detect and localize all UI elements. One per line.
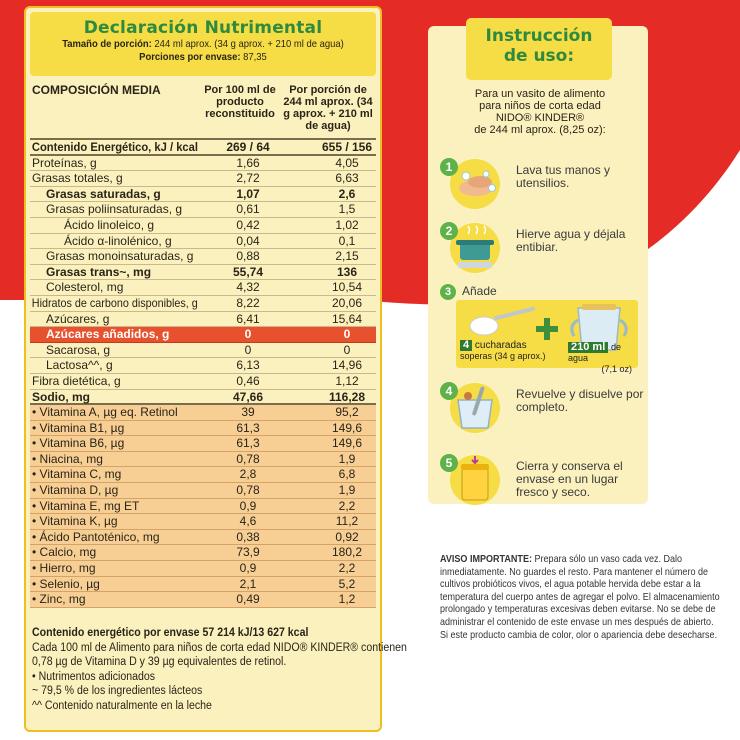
nutrient-name: • Hierro, mg (32, 561, 96, 576)
nutrient-name: • Vitamina B6, µg (32, 436, 125, 451)
nutrient-name: Sacarosa, g (46, 342, 111, 357)
add-ingredients-box (456, 300, 638, 374)
step-text: Lava tus manos y utensilios. (516, 163, 611, 190)
value-per-serving: 180,2 (331, 545, 363, 560)
nutrition-row (30, 327, 376, 343)
instructions-intro: Para un vasito de alimento para niños de corta edad NIDO® KINDER® de 244 ml aprox. (8,25 oz): (474, 88, 606, 136)
nutrition-row (30, 499, 376, 515)
value-per-100ml: 0,9 (239, 561, 257, 576)
value-per-100ml: 61,3 (236, 436, 260, 451)
water-oz: (7,1 oz) (601, 364, 632, 374)
nutrition-row (30, 312, 376, 328)
step-text: Añade (462, 284, 497, 298)
value-per-100ml: 2,72 (236, 171, 260, 186)
nutrition-footer (32, 626, 407, 713)
nutrition-row (30, 405, 376, 421)
nutrition-row (30, 358, 376, 374)
column-header-per-serving: Por porción de 244 ml aprox. (34 g aprox. + 210 ml de agua) (283, 84, 373, 132)
value-per-100ml: 2,1 (239, 576, 257, 591)
nutrition-row (30, 156, 376, 172)
value-per-serving: 14,96 (331, 358, 363, 373)
value-per-serving: 0 (343, 342, 351, 357)
servings-per-container-value: 87,35 (243, 51, 267, 63)
nutrient-name: Proteínas, g (32, 155, 97, 170)
step-number: 3 (440, 284, 456, 300)
serving-size-value: 244 ml aprox. (34 g aprox. + 210 ml de agua) (154, 38, 344, 50)
value-per-100ml: 8,22 (236, 295, 260, 310)
value-per-serving: 1,12 (335, 373, 359, 388)
nutrient-name: Grasas monoinsaturadas, g (46, 249, 194, 264)
nutrient-name: • Selenio, µg (32, 576, 100, 591)
step-number: 2 (440, 222, 458, 240)
nutrient-name: Colesterol, mg (46, 280, 124, 295)
value-per-100ml: 1,07 (236, 186, 260, 201)
nutrient-name: Azúcares, g (46, 311, 110, 326)
footnote-line: Cada 100 ml de Alimento para niños de corta edad NIDO® KINDER® contienen (32, 641, 407, 654)
value-per-serving: 20,06 (331, 295, 363, 310)
value-per-serving: 1,9 (338, 483, 356, 498)
nutrition-header (30, 12, 376, 76)
value-per-serving: 5,2 (338, 576, 356, 591)
value-per-serving: 1,2 (338, 592, 356, 607)
water-label: de agua (568, 342, 622, 363)
instructions-title: Instrucción de uso: (466, 18, 612, 80)
nutrition-row (30, 530, 376, 546)
nutrition-row (30, 483, 376, 499)
step-text: Hierve agua y déjala entibiar. (516, 227, 626, 254)
value-per-100ml: 0,04 (236, 233, 260, 248)
footnote-added-nutrients: • Nutrimentos adicionados (32, 670, 156, 683)
nutrient-name: Grasas poliinsaturadas, g (46, 202, 183, 217)
nutrition-row (30, 545, 376, 561)
nutrition-row (30, 592, 376, 608)
nutrient-name: • Ácido Pantoténico, mg (32, 529, 160, 544)
nutrient-name: • Niacina, mg (32, 451, 103, 466)
notice-line: inmediatamente. No guardes el resto. Para mantener el número de (440, 565, 709, 578)
footnote-natural: ^^ Contenido naturalmente en la leche (32, 699, 212, 712)
notice-line: administrar el contenido de este envase un mes después de abierto. (440, 615, 714, 628)
nutrition-row (30, 561, 376, 577)
footnote-dairy: ~ 79,5 % de los ingredientes lácteos (32, 685, 203, 697)
value-per-serving: 4,05 (335, 155, 359, 170)
nutrient-name: • Vitamina D, µg (32, 483, 119, 498)
nutrient-name: Azúcares añadidos, g (46, 327, 170, 342)
value-per-serving: 1,5 (338, 202, 356, 217)
value-per-100ml: 6,41 (236, 311, 260, 326)
value-per-100ml: 47,66 (232, 389, 264, 404)
instructions-panel (428, 26, 648, 504)
nutrient-name: Lactosa^^, g (46, 358, 113, 373)
value-per-100ml: 4,32 (236, 280, 260, 295)
nutrition-row (30, 577, 376, 593)
nutrition-row (30, 140, 376, 156)
nutrition-row (30, 452, 376, 468)
scoops-label: cucharadas (474, 340, 527, 351)
notice-line: temperatura del cuerpo antes de agregar el polvo. El almacenamiento (440, 590, 720, 603)
value-per-100ml: 0,9 (239, 498, 257, 513)
nutrition-facts-panel (24, 6, 407, 732)
value-per-serving: 1,9 (338, 451, 356, 466)
scoops-count: 4 (460, 340, 472, 351)
column-header-per-100ml: Por 100 ml de producto reconstituido (204, 84, 276, 120)
value-per-serving: 6,63 (335, 171, 359, 186)
nutrition-row (30, 280, 376, 296)
nutrition-row (30, 421, 376, 437)
nutrition-row (30, 218, 376, 234)
nutrition-row (30, 234, 376, 250)
value-per-100ml: 0,46 (236, 373, 260, 388)
value-per-100ml: 73,9 (236, 545, 260, 560)
value-per-serving: 149,6 (331, 420, 363, 435)
value-per-100ml: 0,88 (236, 249, 260, 264)
nutrition-row (30, 171, 376, 187)
value-per-serving: 2,2 (338, 498, 356, 513)
nutrient-name: Grasas totales, g (32, 171, 123, 186)
water-amount: 210 ml (568, 342, 608, 353)
value-per-serving: 11,2 (335, 514, 359, 529)
nutrition-row (30, 467, 376, 483)
value-per-100ml: 0,49 (236, 592, 260, 607)
nutrient-name: • Vitamina K, µg (32, 514, 118, 529)
value-per-100ml: 1,66 (236, 155, 260, 170)
nutrition-row (30, 249, 376, 265)
nutrition-column-headers (30, 84, 376, 140)
value-per-serving: 2,2 (338, 561, 356, 576)
step-text: Cierra y conserva el envase en un lugar fresco y seco. (516, 459, 623, 499)
value-per-serving: 1,02 (335, 217, 359, 232)
value-per-serving: 2,6 (338, 186, 356, 201)
value-per-serving: 655 / 156 (321, 140, 373, 154)
notice-line: Prepara sólo un vaso cada vez. Dalo (534, 553, 683, 565)
step-number: 1 (440, 158, 458, 176)
value-per-100ml: 39 (241, 405, 255, 420)
notice-line: Si este producto cambia de color, olor o apariencia debe desecharse. (440, 628, 718, 641)
servings-per-container-label: Porciones por envase: (139, 51, 241, 63)
notice-line: cultivos probióticos vivos, el agua potable hervida debe estar a la (440, 578, 701, 591)
value-per-serving: 149,6 (331, 436, 363, 451)
value-per-serving: 0 (343, 327, 351, 342)
value-per-100ml: 269 / 64 (226, 140, 270, 154)
nutrient-name: Contenido Energético, kJ / kcal (31, 140, 198, 154)
value-per-100ml: 0,61 (236, 202, 260, 217)
nutrient-name: • Vitamina E, mg ET (32, 498, 140, 513)
nutrient-name: Ácido α-linolénico, g (64, 233, 172, 248)
scoops-weight: soperas (34 g aprox.) (460, 351, 546, 361)
value-per-100ml: 0,38 (236, 529, 260, 544)
value-per-serving: 2,15 (335, 249, 359, 264)
nutrient-name: Grasas saturadas, g (46, 186, 161, 201)
value-per-serving: 95,2 (335, 405, 359, 420)
nutrient-name: • Calcio, mg (32, 545, 97, 560)
nutrition-row (30, 187, 376, 203)
value-per-100ml: 55,74 (232, 264, 264, 279)
nutrient-name: • Vitamina A, µg eq. Retinol (32, 405, 178, 420)
value-per-serving: 6,8 (338, 467, 356, 482)
step-number: 4 (440, 382, 458, 400)
value-per-100ml: 61,3 (236, 420, 260, 435)
notice-label: AVISO IMPORTANTE: (440, 553, 532, 565)
notice-line: prolongado y temperaturas excesivas deben evitarse. No se debe de (440, 603, 716, 616)
nutrition-row (30, 390, 376, 406)
energy-per-container: Contenido energético por envase 57 214 kJ/13 627 kcal (32, 627, 309, 639)
serving-size-label: Tamaño de porción: (62, 38, 152, 50)
important-notice (440, 553, 720, 641)
nutrient-name: Sodio, mg (32, 389, 90, 404)
nutrition-row (30, 296, 376, 312)
nutrition-title: Declaración Nutrimental (83, 18, 323, 38)
value-per-serving: 0,92 (335, 529, 359, 544)
value-per-100ml: 0 (244, 327, 252, 342)
nutrition-row (30, 202, 376, 218)
value-per-serving: 10,54 (331, 280, 363, 295)
value-per-serving: 15,64 (331, 311, 363, 326)
nutrient-name: Fibra dietética, g (32, 373, 121, 388)
value-per-100ml: 4,6 (239, 514, 257, 529)
nutrition-table (30, 140, 376, 608)
value-per-100ml: 0 (244, 342, 252, 357)
value-per-100ml: 2,8 (239, 467, 257, 482)
value-per-serving: 0,1 (338, 233, 356, 248)
nutrient-name: • Vitamina C, mg (32, 467, 122, 482)
nutrient-name: Ácido linoleico, g (64, 217, 155, 232)
nutrient-name: • Vitamina B1, µg (32, 420, 125, 435)
value-per-100ml: 0,78 (236, 483, 260, 498)
nutrient-name: Grasas trans~, mg (46, 264, 152, 279)
nutrition-row (30, 343, 376, 359)
nutrition-row (30, 436, 376, 452)
step-text: Revuelve y disuelve por completo. (516, 387, 644, 414)
value-per-100ml: 0,78 (236, 451, 260, 466)
nutrient-name: • Zinc, mg (32, 592, 86, 607)
nutrition-row (30, 265, 376, 281)
column-header-composition: COMPOSICIÓN MEDIA (32, 83, 161, 97)
footnote-line: 0,78 µg de Vitamina D y 39 µg equivalentes de retinol. (32, 656, 287, 668)
value-per-100ml: 6,13 (236, 358, 260, 373)
value-per-serving: 136 (336, 264, 358, 279)
value-per-serving: 116,28 (328, 389, 366, 404)
nutrient-name: Hidratos de carbono disponibles, g (31, 295, 198, 310)
nutrition-row (30, 514, 376, 530)
step-number: 5 (440, 454, 458, 472)
nutrition-row (30, 374, 376, 390)
value-per-100ml: 0,42 (236, 217, 260, 232)
